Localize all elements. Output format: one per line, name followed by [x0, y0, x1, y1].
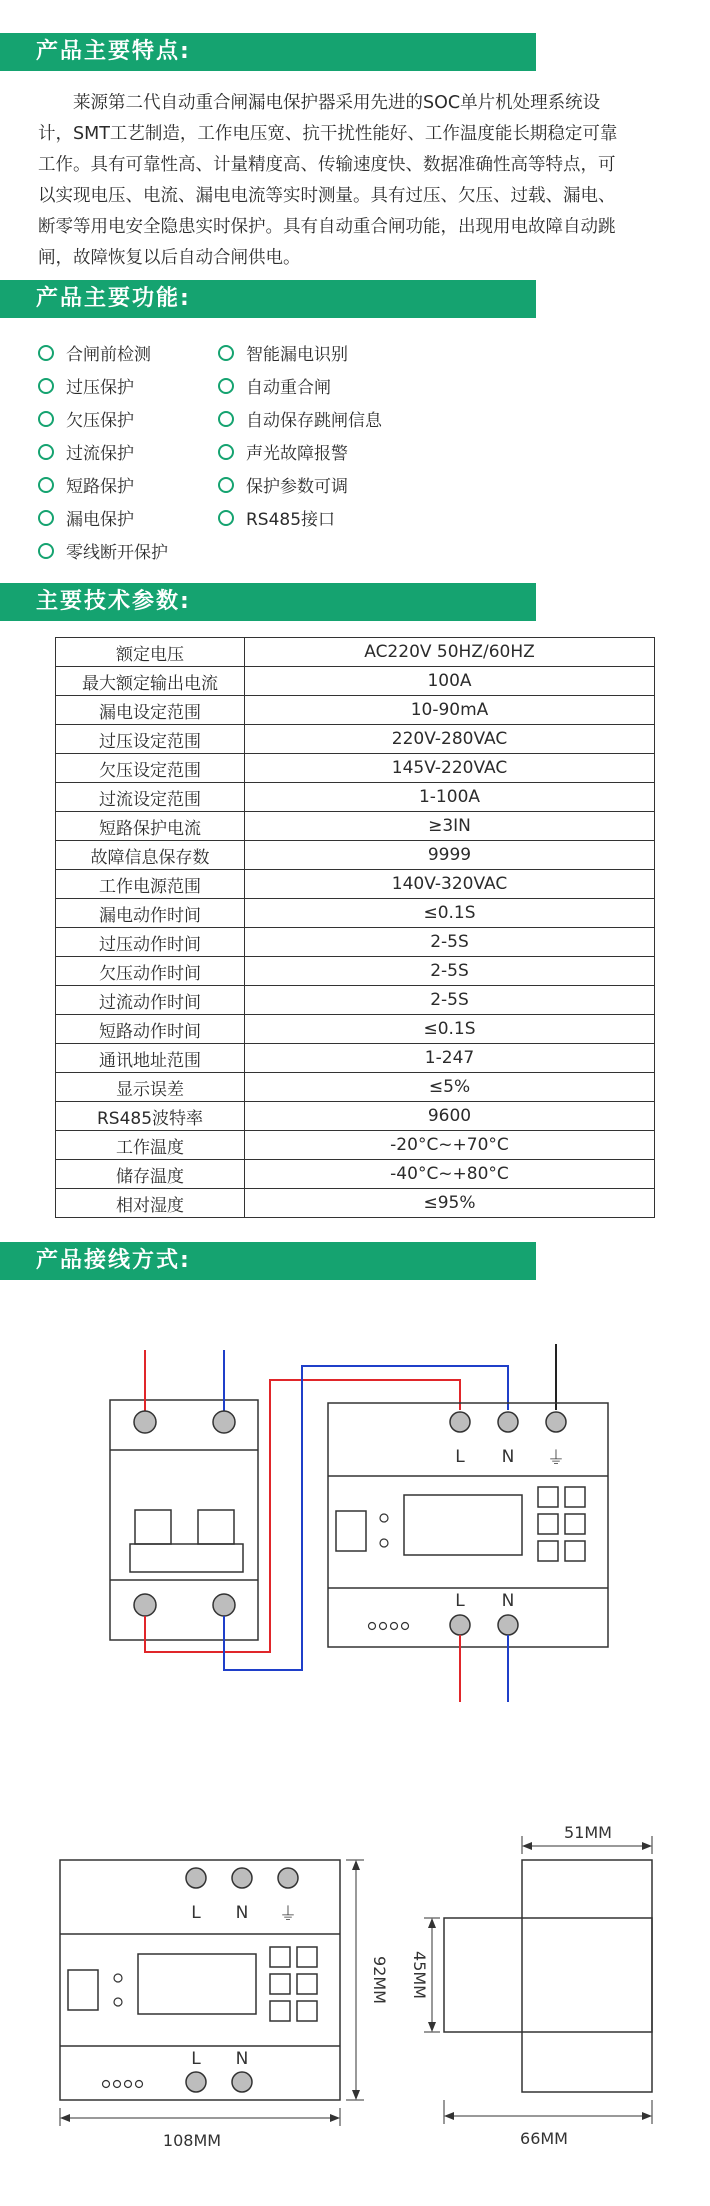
circle-bullet-icon — [218, 411, 234, 427]
function-item: 欠压保护 — [38, 402, 168, 435]
output-terminal-n — [232, 2072, 252, 2092]
arrow-up-icon — [352, 1860, 360, 1870]
indicator-window — [68, 1970, 98, 2010]
arrow-right-icon — [330, 2114, 340, 2122]
wiring-diagram — [0, 1300, 710, 1730]
rs485-port-icon — [369, 1623, 376, 1630]
key-button-icon — [538, 1541, 558, 1561]
arrow-right-icon — [642, 1842, 652, 1850]
table-row: 过压设定范围 220V-280VAC — [56, 725, 655, 754]
output-label-l: L — [191, 2049, 201, 2069]
function-item: 自动重合闸 — [218, 369, 382, 402]
lcd-display — [404, 1495, 522, 1555]
output-terminal-l — [450, 1615, 470, 1635]
rs485-port-icon — [380, 1623, 387, 1630]
height-label: 92MM — [370, 1956, 389, 2004]
output-label-n: N — [501, 1591, 515, 1611]
lcd-display — [138, 1954, 256, 2014]
circle-bullet-icon — [218, 477, 234, 493]
function-item: 过流保护 — [38, 435, 168, 468]
rs485-port-icon — [103, 2081, 110, 2088]
key-button-icon — [270, 1974, 290, 1994]
breaker-terminal — [213, 1411, 235, 1433]
side-height-label: 45MM — [410, 1951, 429, 1999]
rs485-port-icon — [114, 2081, 121, 2088]
function-item: 自动保存跳闸信息 — [218, 402, 382, 435]
rs485-port-icon — [402, 1623, 409, 1630]
section-title-params: 主要技术参数: — [0, 583, 536, 621]
table-row: 工作电源范围 140V-320VAC — [56, 870, 655, 899]
function-item: 过压保护 — [38, 369, 168, 402]
key-button-icon — [538, 1514, 558, 1534]
key-button-icon — [270, 1947, 290, 1967]
circle-bullet-icon — [38, 510, 54, 526]
side-view-body — [522, 1860, 652, 2092]
key-button-icon — [565, 1514, 585, 1534]
terminal-l — [450, 1412, 470, 1432]
circle-bullet-icon — [218, 444, 234, 460]
led-icon — [380, 1539, 388, 1547]
table-row: 储存温度 -40°C~+80°C — [56, 1160, 655, 1189]
arrow-up-icon — [428, 1918, 436, 1928]
dimension-drawing — [0, 1820, 710, 2170]
key-button-icon — [565, 1541, 585, 1561]
breaker-body — [110, 1400, 258, 1640]
parameter-table — [55, 637, 655, 1218]
terminal-l — [186, 1868, 206, 1888]
function-item: 漏电保护 — [38, 501, 168, 534]
key-button-icon — [270, 2001, 290, 2021]
breaker-terminal — [134, 1411, 156, 1433]
section-title-features: 产品主要特点: — [0, 33, 536, 71]
table-row: 漏电设定范围 10-90mA — [56, 696, 655, 725]
key-button-icon — [565, 1487, 585, 1507]
depth-label: 66MM — [520, 2129, 568, 2148]
arrow-down-icon — [428, 2022, 436, 2032]
breaker-handle-bar — [130, 1544, 243, 1572]
output-terminal-n — [498, 1615, 518, 1635]
function-item: 保护参数可调 — [218, 468, 382, 501]
arrow-left-icon — [60, 2114, 70, 2122]
terminal-ground — [546, 1412, 566, 1432]
section-title-wiring: 产品接线方式: — [0, 1242, 536, 1280]
ground-icon: ⏚ — [279, 1904, 297, 1925]
key-button-icon — [538, 1487, 558, 1507]
table-row: 欠压动作时间 2-5S — [56, 957, 655, 986]
circle-bullet-icon — [218, 378, 234, 394]
output-label-n: N — [235, 2049, 249, 2069]
led-icon — [114, 1974, 122, 1982]
function-item: 短路保护 — [38, 468, 168, 501]
width-label: 108MM — [162, 2131, 222, 2150]
table-row: 最大额定输出电流 100A — [56, 667, 655, 696]
output-terminal-l — [186, 2072, 206, 2092]
circle-bullet-icon — [38, 543, 54, 559]
arrow-down-icon — [352, 2090, 360, 2100]
function-item: RS485接口 — [218, 501, 382, 534]
function-item: 合闸前检测 — [38, 336, 168, 369]
indicator-window — [336, 1511, 366, 1551]
table-row: 欠压设定范围 145V-220VAC — [56, 754, 655, 783]
key-button-icon — [297, 1974, 317, 1994]
led-icon — [380, 1514, 388, 1522]
circle-bullet-icon — [38, 477, 54, 493]
table-row: 过流设定范围 1-100A — [56, 783, 655, 812]
table-row: 漏电动作时间 ≤0.1S — [56, 899, 655, 928]
intro-paragraph: 莱源第二代自动重合闸漏电保护器采用先进的SOC单片机处理系统设计，SMT工艺制造，工作电压宽、抗干扰性能好、工作温度能长期稳定可靠工作。具有可靠性高、计量精度高、传输速度快、数据准确性高等特点，可以实现电压、电流、漏电电流等实时测量。具有过压、欠压、过载、漏电、断零等用电安全隐患实时保护。具有自动重合闸功能，出现用电故障自动跳闸，故障恢复以后自动合闸供电。 — [38, 93, 618, 268]
arrow-left-icon — [444, 2112, 454, 2120]
output-label-l: L — [455, 1591, 465, 1611]
protector-body — [328, 1403, 608, 1647]
circle-bullet-icon — [38, 345, 54, 361]
key-button-icon — [297, 1947, 317, 1967]
arrow-left-icon — [522, 1842, 532, 1850]
rs485-port-icon — [125, 2081, 132, 2088]
table-row: 短路保护电流 ≥3IN — [56, 812, 655, 841]
breaker-toggle — [198, 1510, 234, 1544]
table-row: 故障信息保存数 9999 — [56, 841, 655, 870]
terminal-label-l: L — [191, 1903, 201, 1923]
breaker-toggle — [135, 1510, 171, 1544]
circle-bullet-icon — [38, 411, 54, 427]
circle-bullet-icon — [218, 345, 234, 361]
rs485-port-icon — [391, 1623, 398, 1630]
terminal-ground — [278, 1868, 298, 1888]
table-row: 短路动作时间 ≤0.1S — [56, 1015, 655, 1044]
rs485-port-icon — [136, 2081, 143, 2088]
table-row: 额定电压 AC220V 50HZ/60HZ — [56, 638, 655, 667]
terminal-label-n: N — [235, 1903, 249, 1923]
ground-icon: ⏚ — [547, 1448, 565, 1469]
function-column-left — [38, 336, 168, 567]
table-row: 显示误差 ≤5% — [56, 1073, 655, 1102]
section-title-functions: 产品主要功能: — [0, 280, 536, 318]
terminal-label-n: N — [501, 1447, 515, 1467]
key-button-icon — [297, 2001, 317, 2021]
top-label: 51MM — [564, 1823, 612, 1842]
breaker-terminal — [213, 1594, 235, 1616]
function-item: 声光故障报警 — [218, 435, 382, 468]
table-row: 过压动作时间 2-5S — [56, 928, 655, 957]
breaker-terminal — [134, 1594, 156, 1616]
circle-bullet-icon — [218, 510, 234, 526]
table-row: RS485波特率 9600 — [56, 1102, 655, 1131]
table-row: 过流动作时间 2-5S — [56, 986, 655, 1015]
table-row: 相对湿度 ≤95% — [56, 1189, 655, 1218]
side-view-base — [444, 1918, 652, 2032]
function-column-right — [218, 336, 382, 534]
terminal-n — [498, 1412, 518, 1432]
circle-bullet-icon — [38, 378, 54, 394]
terminal-n — [232, 1868, 252, 1888]
terminal-label-l: L — [455, 1447, 465, 1467]
function-item: 零线断开保护 — [38, 534, 168, 567]
arrow-right-icon — [642, 2112, 652, 2120]
led-icon — [114, 1998, 122, 2006]
table-row: 工作温度 -20°C~+70°C — [56, 1131, 655, 1160]
circle-bullet-icon — [38, 444, 54, 460]
function-item: 智能漏电识别 — [218, 336, 382, 369]
table-row: 通讯地址范围 1-247 — [56, 1044, 655, 1073]
